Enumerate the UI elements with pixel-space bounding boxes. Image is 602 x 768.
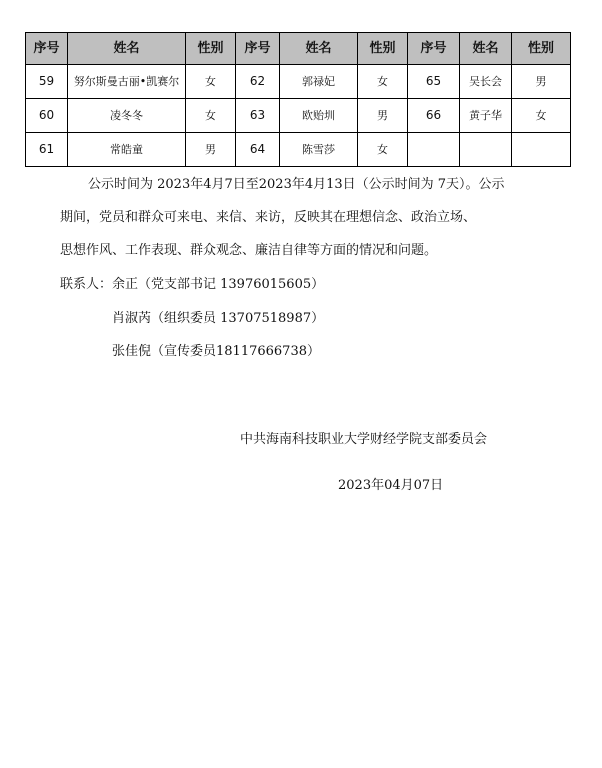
table-cell: 女 xyxy=(358,133,408,167)
notice-line-2: 期间，党员和群众可来电、来信、来访，反映其在理想信念、政治立场、 xyxy=(60,210,477,225)
table-cell: 努尔斯曼古丽•凯赛尔 xyxy=(68,65,186,99)
member-table xyxy=(25,32,571,167)
table-cell: 66 xyxy=(408,99,460,133)
header-cell: 性别 xyxy=(358,33,408,65)
notice-line-3: 思想作风、工作表现、群众观念、廉洁自律等方面的情况和问题。 xyxy=(60,243,438,258)
table-cell: 61 xyxy=(26,133,68,167)
header-cell: 序号 xyxy=(26,33,68,65)
header-cell: 姓名 xyxy=(280,33,358,65)
table-row xyxy=(26,133,571,167)
header-cell: 姓名 xyxy=(460,33,512,65)
table-cell: 女 xyxy=(358,65,408,99)
contacts-label: 联系人： xyxy=(60,277,113,292)
issue-date: 2023年04月07日 xyxy=(338,478,444,493)
header-cell: 序号 xyxy=(236,33,280,65)
contact-organization: 肖淑芮（组织委员 13707518987） xyxy=(112,311,325,326)
contact-secretary: 余正（党支部书记 13976015605） xyxy=(112,277,325,292)
table-cell: 陈雪莎 xyxy=(280,133,358,167)
table-cell: 女 xyxy=(512,99,571,133)
table-cell: 女 xyxy=(186,65,236,99)
header-cell: 序号 xyxy=(408,33,460,65)
table-cell: 63 xyxy=(236,99,280,133)
header-cell: 性别 xyxy=(186,33,236,65)
table-cell: 黄子华 xyxy=(460,99,512,133)
table-cell: 男 xyxy=(512,65,571,99)
issuing-organization: 中共海南科技职业大学财经学院支部委员会 xyxy=(240,432,488,447)
table-cell xyxy=(512,133,571,167)
header-cell: 姓名 xyxy=(68,33,186,65)
table-cell: 65 xyxy=(408,65,460,99)
table-row xyxy=(26,65,571,99)
table-row xyxy=(26,99,571,133)
table-cell: 吴长会 xyxy=(460,65,512,99)
table-cell: 60 xyxy=(26,99,68,133)
table-cell: 凌冬冬 xyxy=(68,99,186,133)
table-cell: 64 xyxy=(236,133,280,167)
table-cell: 女 xyxy=(186,99,236,133)
table-cell: 男 xyxy=(358,99,408,133)
contact-publicity: 张佳倪（宣传委员18117666738） xyxy=(112,344,320,359)
table-cell: 常皓童 xyxy=(68,133,186,167)
table-cell: 62 xyxy=(236,65,280,99)
table-cell xyxy=(460,133,512,167)
table-cell: 男 xyxy=(186,133,236,167)
table-cell: 59 xyxy=(26,65,68,99)
table-cell xyxy=(408,133,460,167)
table-header-row xyxy=(26,33,571,65)
table-cell: 郭禄妃 xyxy=(280,65,358,99)
table-cell: 欧贻圳 xyxy=(280,99,358,133)
notice-line-1: 公示时间为 2023年4月7日至2023年4月13日（公示时间为 7天）。公示 xyxy=(88,177,505,192)
header-cell: 性别 xyxy=(512,33,571,65)
